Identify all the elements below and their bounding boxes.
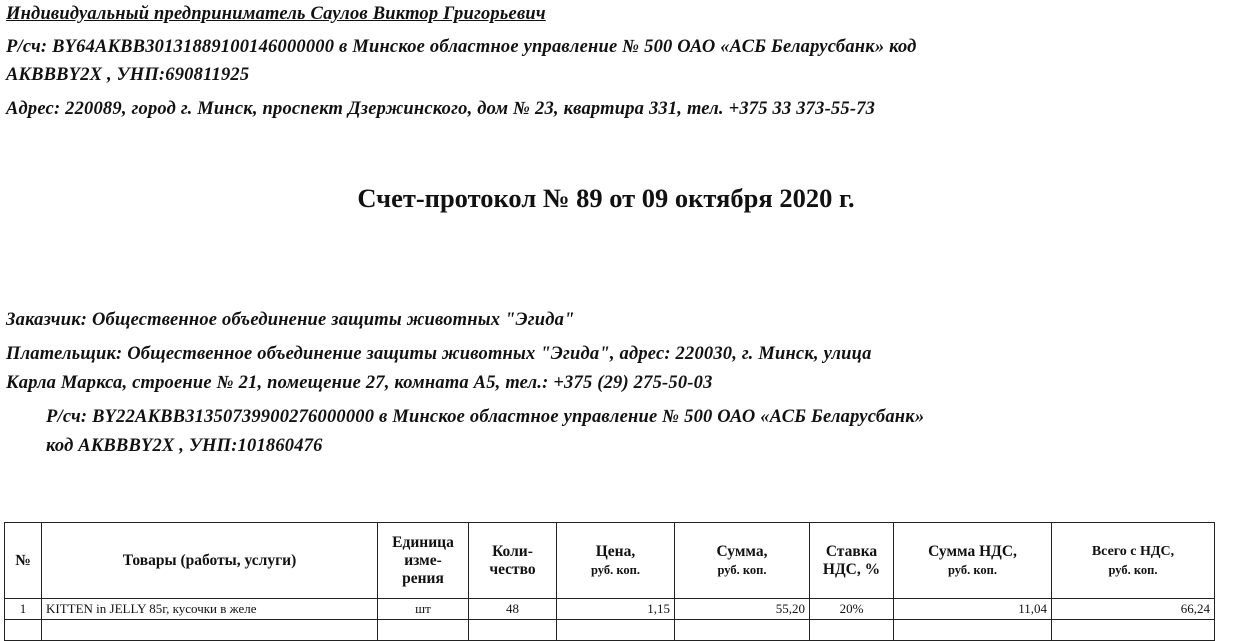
row-unit: шт bbox=[378, 599, 469, 620]
row-price: 1,15 bbox=[557, 599, 675, 620]
payer-line-2: Карла Маркса, строение № 21, помещение 27, комната А5, тел.: +375 (29) 275-50-03 bbox=[6, 373, 713, 393]
header-num: № bbox=[5, 523, 42, 599]
seller-account-line-2: AKBBBY2X , УНП:690811925 bbox=[6, 65, 250, 85]
header-total: Всего с НДС, руб. коп. bbox=[1052, 523, 1215, 599]
header-qty: Коли- чество bbox=[469, 523, 557, 599]
row-total: 66,24 bbox=[1052, 599, 1215, 620]
customer-line: Заказчик: Общественное объединение защиты животных "Эгида" bbox=[6, 310, 575, 330]
table-header-row bbox=[5, 523, 1215, 599]
row-sum: 55,20 bbox=[675, 599, 810, 620]
row-goods: KITTEN in JELLY 85г, кусочки в желе bbox=[42, 599, 378, 620]
items-table bbox=[4, 522, 1215, 641]
header-unit: Единица изме- рения bbox=[378, 523, 469, 599]
header-goods: Товары (работы, услуги) bbox=[42, 523, 378, 599]
seller-account-line-1: Р/сч: BY64AKBB30131889100146000000 в Минское областное управление № 500 ОАО «АСБ Беларусбанк» код bbox=[6, 37, 917, 57]
header-vat-sum: Сумма НДС, руб. коп. bbox=[894, 523, 1052, 599]
payer-account-line-2: код AKBBBY2X , УНП:101860476 bbox=[46, 436, 323, 456]
payer-line-1: Плательщик: Общественное объединение защиты животных "Эгида", адрес: 220030, г. Минск, улица bbox=[6, 344, 872, 364]
header-sum: Сумма, руб. коп. bbox=[675, 523, 810, 599]
table-row bbox=[5, 599, 1215, 620]
row-qty: 48 bbox=[469, 599, 557, 620]
seller-address: Адрес: 220089, город г. Минск, проспект Дзержинского, дом № 23, квартира 331, тел. +375 33 373-55-73 bbox=[6, 99, 876, 119]
seller-name: Индивидуальный предприниматель Саулов Виктор Григорьевич bbox=[6, 4, 546, 24]
row-vat-sum: 11,04 bbox=[894, 599, 1052, 620]
header-vat-rate: Ставка НДС, % bbox=[810, 523, 894, 599]
header-price: Цена, руб. коп. bbox=[557, 523, 675, 599]
table-row-cut bbox=[5, 620, 1215, 641]
row-vat-rate: 20% bbox=[810, 599, 894, 620]
document-title: Счет-протокол № 89 от 09 октября 2020 г. bbox=[357, 183, 855, 213]
row-num: 1 bbox=[5, 599, 42, 620]
payer-account-line-1: Р/сч: BY22AKBB31350739900276000000 в Минское областное управление № 500 ОАО «АСБ Беларусбанк» bbox=[46, 407, 925, 427]
